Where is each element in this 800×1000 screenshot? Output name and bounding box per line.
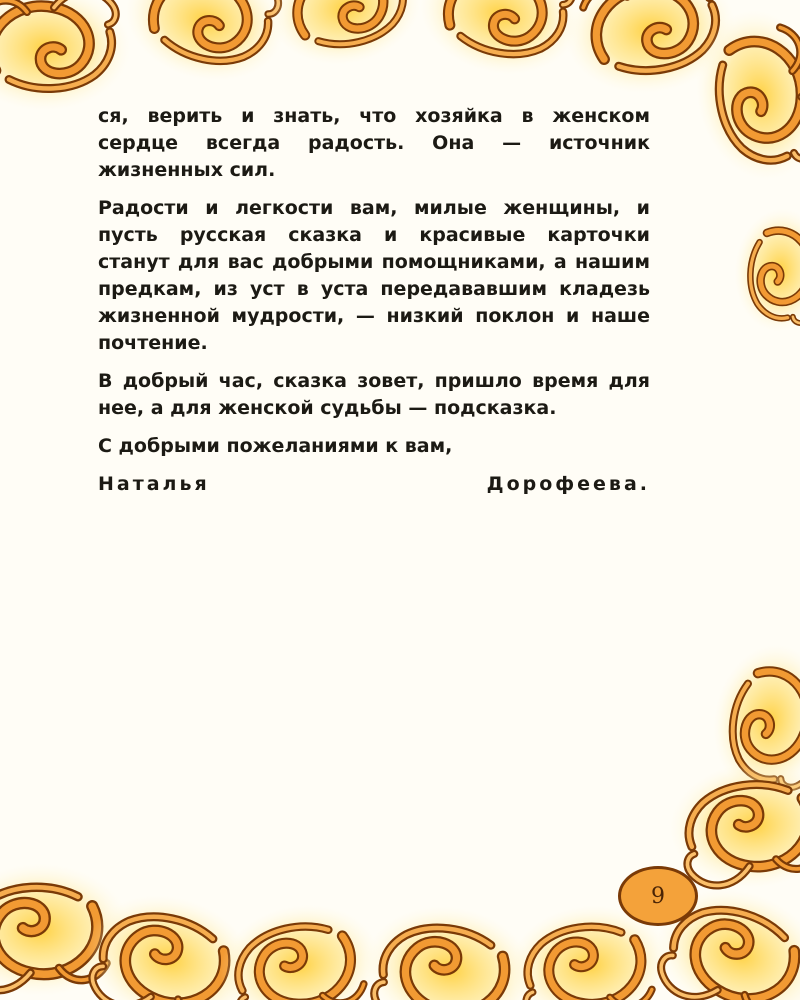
- signature: Наталья Дорофеева.: [98, 473, 650, 495]
- page-number-badge: [618, 866, 698, 926]
- bottom-border: [0, 635, 800, 1000]
- paragraph-2: Радости и легкости вам, милые женщины, и пусть русская сказка и красивые карточки станут для вас добрыми помощниками, а нашим предкам, из уст в уста передававшим кладезь жизненной мудрости, — низкий поклон и наше почтение.: [98, 197, 650, 354]
- body-text: [98, 103, 650, 509]
- closing-line: С добрыми пожеланиями к вам,: [98, 435, 453, 457]
- paragraph-1: ся, верить и знать, что хозяйка в женском сердце всегда радость. Она — источник жизненных сил.: [98, 105, 650, 181]
- paragraph-3: В добрый час, сказка зовет, пришло время для нее, а для женской судьбы — подсказка.: [98, 370, 650, 419]
- page-number: 9: [651, 883, 665, 909]
